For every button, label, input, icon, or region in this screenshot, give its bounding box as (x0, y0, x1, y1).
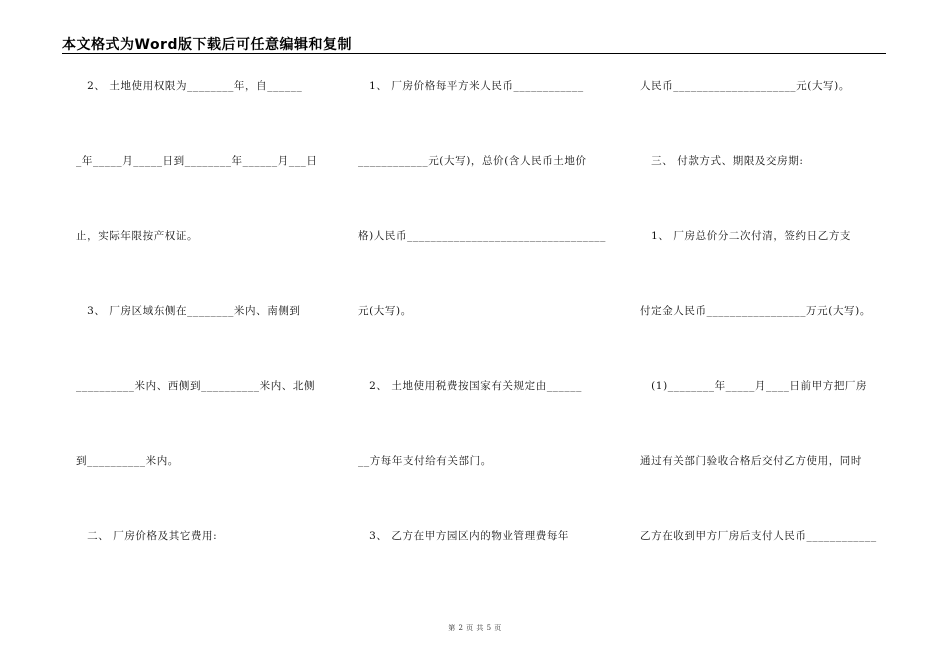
text-line: 3、 厂房区域东侧在________米内、南侧到 (76, 305, 301, 317)
text-line: 二、 厂房价格及其它费用: (76, 530, 218, 542)
text-line: _年_____月_____日到________年______月___日 (76, 155, 318, 167)
page-number: 第 2 页 共 5 页 (448, 624, 502, 632)
text-line: 2、 土地使用税费按国家有关规定由______ (358, 380, 582, 392)
text-line: 人民币_____________________元(大写)。 (640, 80, 850, 92)
text-line: 通过有关部门验收合格后交付乙方使用，同时 (640, 455, 862, 467)
text-line: __________米内、西侧到__________米内、北侧 (76, 380, 316, 392)
text-line: 3、 乙方在甲方园区内的物业管理费每年 (358, 530, 570, 542)
text-line: 三、 付款方式、期限及交房期: (640, 155, 804, 167)
text-line: __方每年支付给有关部门。 (358, 455, 492, 467)
text-line: 止，实际年限按产权证。 (76, 230, 199, 242)
text-line: 乙方在收到甲方厂房后支付人民币____________ (640, 530, 877, 542)
text-line: 2、 土地使用权限为________年，自______ (76, 80, 303, 92)
text-line: 元(大写)。 (358, 305, 412, 317)
text-line: ____________元(大写)，总价(含人民币土地价 (358, 155, 587, 167)
text-line: 付定金人民币_________________万元(大写)。 (640, 305, 871, 317)
text-line: (1)________年_____月____日前甲方把厂房 (640, 380, 868, 392)
header-divider (62, 53, 886, 54)
document-header-title: 本文格式为Word版下载后可任意编辑和复制 (62, 37, 352, 53)
text-line: 到__________米内。 (76, 455, 179, 467)
text-line: 1、 厂房总价分二次付清，签约日乙方支 (640, 230, 852, 242)
text-line: 格)人民币__________________________________ (358, 230, 606, 242)
text-line: 1、 厂房价格每平方米人民币____________ (358, 80, 584, 92)
